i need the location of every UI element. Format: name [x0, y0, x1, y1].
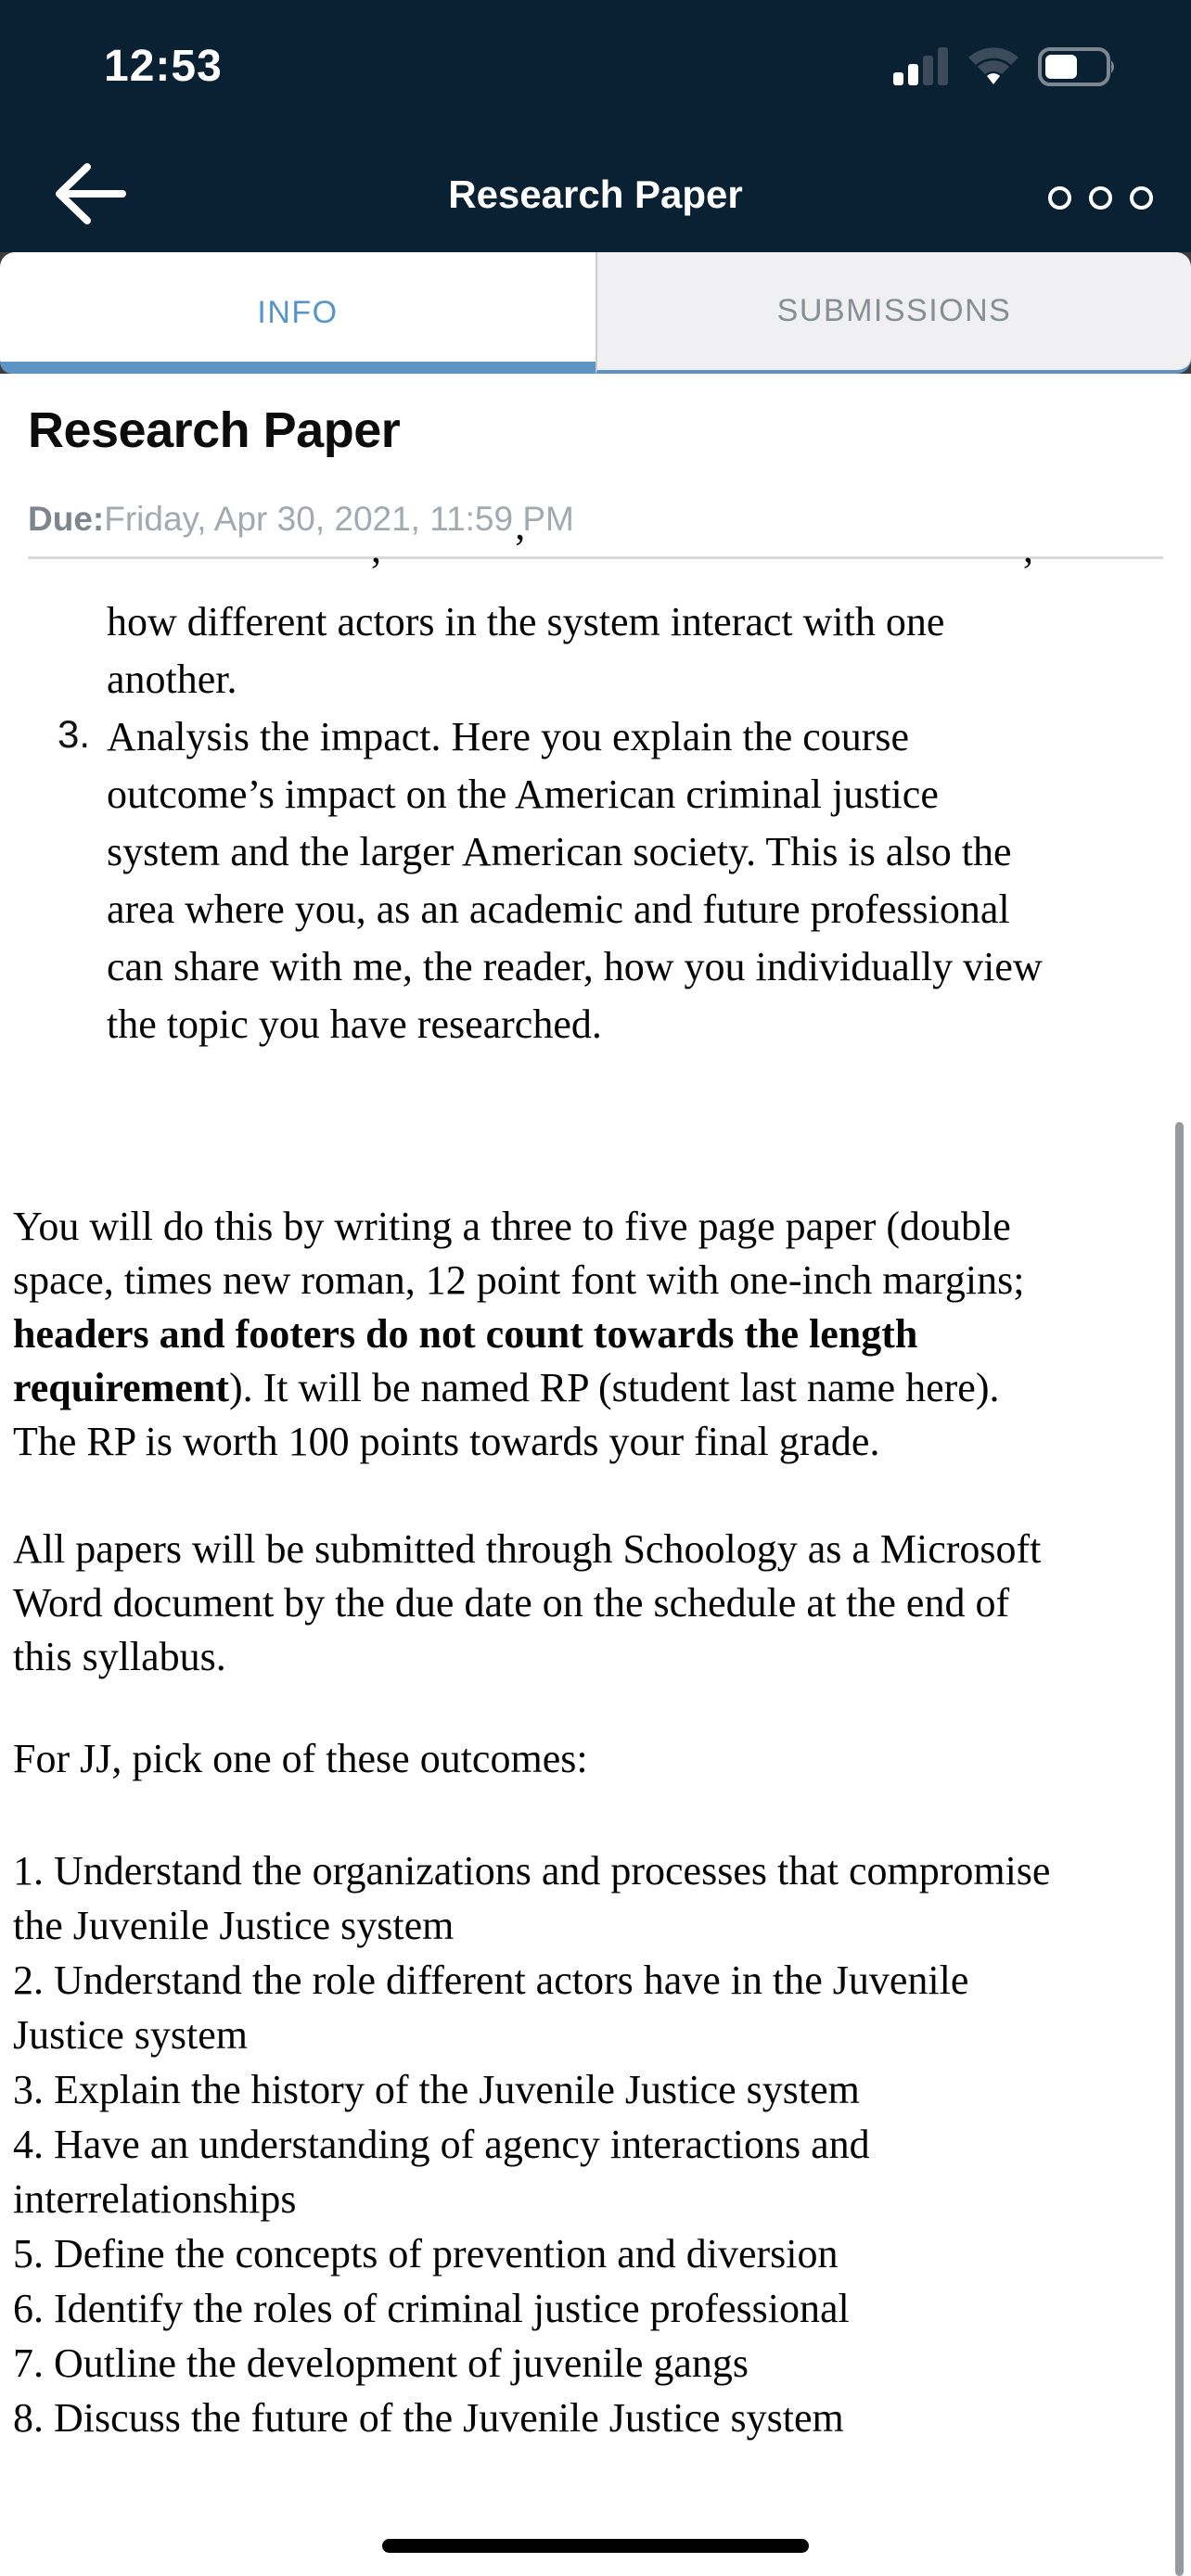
tab-info[interactable]	[0, 252, 596, 374]
due-value: Friday, Apr 30, 2021, 11:59 PM	[104, 500, 574, 538]
status-icons	[893, 45, 1117, 85]
description-text-line: 3. Explain the history of the Juvenile Justice system	[13, 2067, 860, 2112]
description-text-line: Justice system	[13, 2012, 248, 2058]
description-text-line: 1. Understand the organizations and processes that compromise	[13, 1848, 1051, 1894]
description-text-line: Analysis the impact. Here you explain the course	[107, 714, 910, 759]
cellular-signal-icon	[893, 47, 948, 85]
due-label: Due:	[28, 500, 105, 538]
description-text-line: The RP is worth 100 points towards your final grade.	[13, 1419, 880, 1464]
description-text-line: headers and footers do not count towards the length	[13, 1311, 918, 1357]
wifi-icon	[967, 45, 1020, 85]
more-dot	[1130, 186, 1153, 210]
list-item-number: 3.	[58, 712, 91, 756]
tab-info-label: INFO	[257, 295, 339, 330]
description-text-line: another.	[107, 657, 237, 702]
clipped-glyph: ,	[371, 526, 381, 571]
numbered-list-block	[0, 593, 1191, 708]
description-text-line: the topic you have researched.	[107, 1001, 602, 1047]
active-tab-indicator	[0, 362, 596, 374]
more-options-icon[interactable]	[1048, 174, 1159, 221]
clipped-glyph: ,	[1023, 526, 1033, 571]
description-text-line: For JJ, pick one of these outcomes:	[13, 1736, 588, 1781]
numbered-list-block	[0, 708, 1191, 1053]
description-text-line: 8. Discuss the future of the Juvenile Justice system	[13, 2395, 844, 2441]
more-dot	[1089, 186, 1112, 210]
home-indicator-bar[interactable]	[382, 2539, 809, 2553]
tab-bar	[0, 252, 1191, 374]
nav-title: Research Paper	[448, 172, 743, 216]
description-text-line: area where you, as an academic and future professional	[107, 886, 1010, 932]
description-text-line: 6. Identify the roles of criminal justice professional	[13, 2286, 850, 2331]
description-text-line: the Juvenile Justice system	[13, 1903, 455, 1948]
clipped-text-fragments	[0, 526, 1191, 571]
paragraph-block	[0, 1732, 1191, 1786]
paragraph-block	[0, 1843, 1191, 2445]
paragraph-block	[0, 1200, 1191, 1469]
description-text-line: You will do this by writing a three to five page paper (double	[13, 1204, 1011, 1249]
description-text-line: Word document by the due date on the schedule at the end of	[13, 1580, 1010, 1626]
description-text-line: 7. Outline the development of juvenile gangs	[13, 2340, 749, 2386]
assignment-header	[0, 374, 1191, 559]
description-text-line: All papers will be submitted through Schoology as a Microsoft	[13, 1526, 1042, 1572]
assignment-title: Research Paper	[28, 402, 401, 458]
battery-icon	[1039, 48, 1117, 85]
description-text-line: space, times new roman, 12 point font with one-inch margins;	[13, 1257, 1025, 1303]
description-text-line: outcome’s impact on the American criminal justice	[107, 772, 939, 817]
clipped-glyph: ’	[513, 526, 527, 571]
more-dot	[1048, 186, 1071, 210]
description-text-line: requirement). It will be named RP (student last name here).	[13, 1365, 1000, 1410]
description-text-line: system and the larger American society. This is also the	[107, 829, 1012, 874]
description-text-line: 4. Have an understanding of agency interactions and	[13, 2122, 870, 2167]
description-text-line: 5. Define the concepts of prevention and diversion	[13, 2231, 839, 2276]
description-text-line: can share with me, the reader, how you individually view	[107, 944, 1043, 989]
tab-submissions-label: SUBMISSIONS	[776, 293, 1012, 328]
paragraph-block	[0, 1523, 1191, 1684]
due-line	[28, 500, 574, 539]
description-text-line: this syllabus.	[13, 1634, 226, 1679]
scrollbar[interactable]	[1175, 1122, 1184, 2576]
description-scroll-area[interactable]	[0, 526, 1191, 2576]
nav-bar	[0, 159, 1191, 252]
description-text-line: how different actors in the system interact with one	[107, 599, 945, 644]
description-text-line: interrelationships	[13, 2176, 297, 2222]
status-time: 12:53	[104, 42, 223, 91]
description-text-line: 2. Understand the role different actors have in the Juvenile	[13, 1958, 969, 2003]
tab-submissions[interactable]	[596, 252, 1191, 374]
top-navy-block	[0, 0, 1191, 252]
